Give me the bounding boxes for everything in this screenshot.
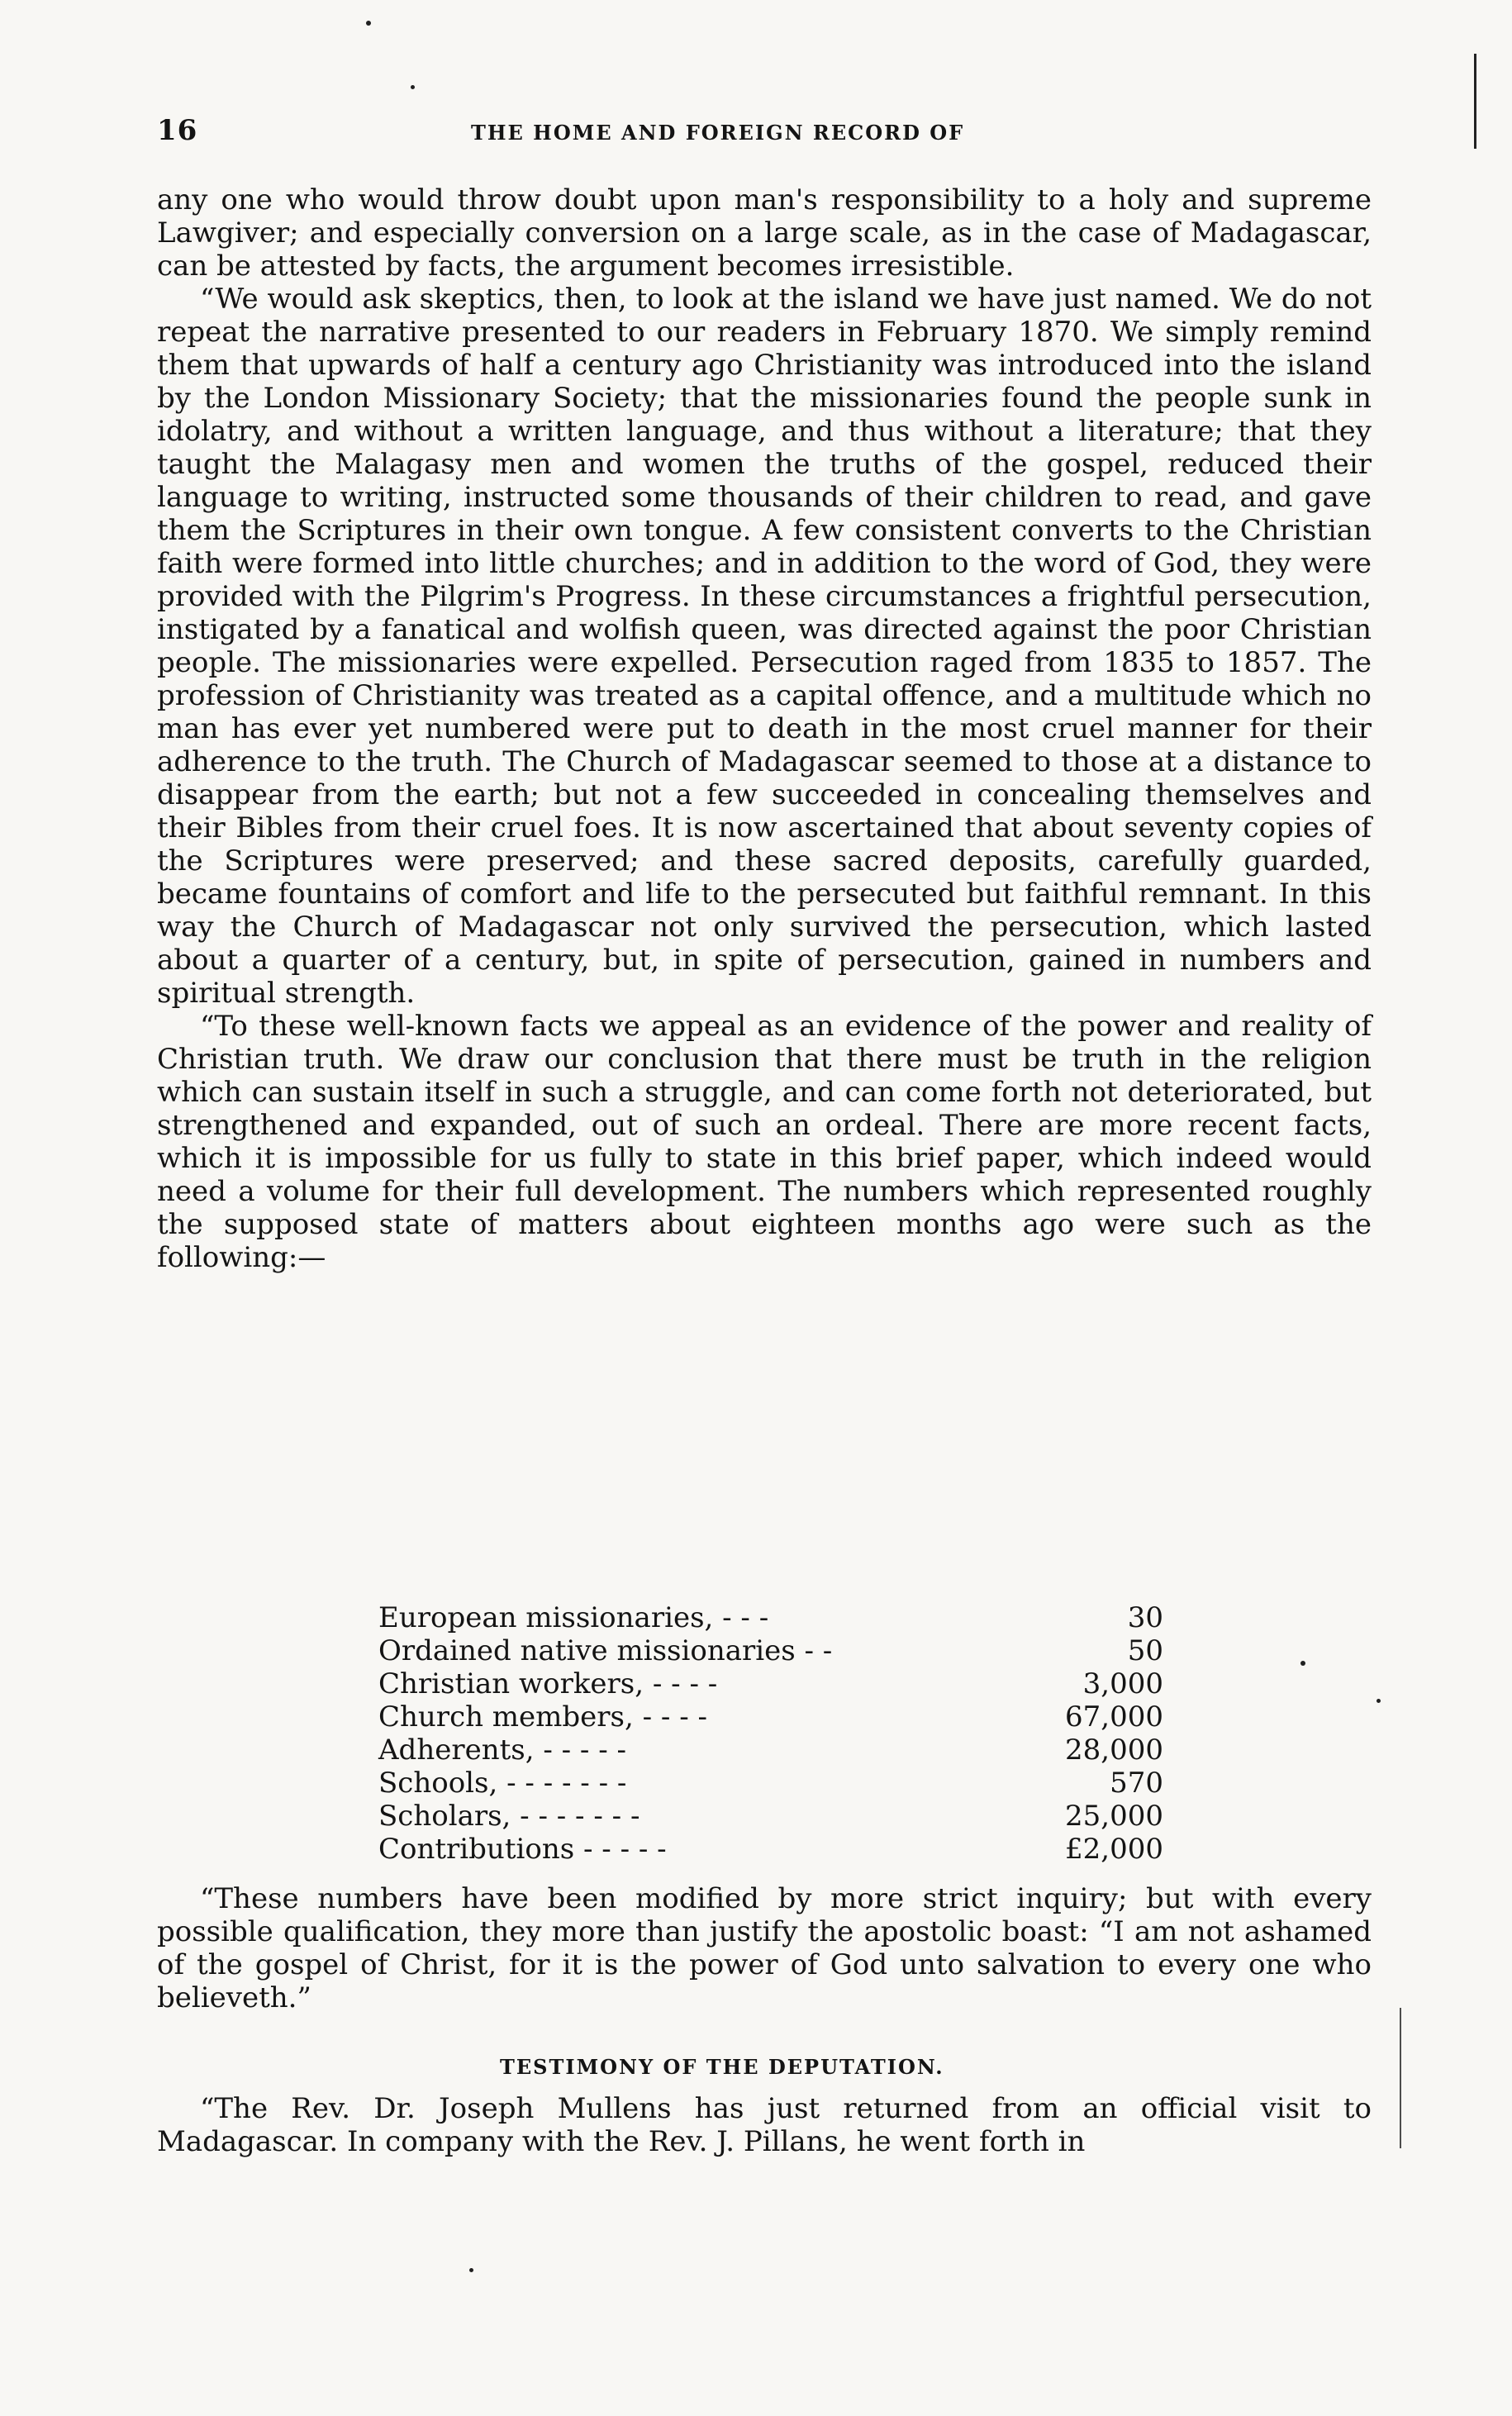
statistics-row (378, 1700, 1163, 1734)
statistics-value: 28,000 (1065, 1734, 1163, 1767)
statistics-label: European missionaries, - - - (378, 1601, 769, 1634)
paragraph-2: “We would ask skeptics, then, to look at the island we have just named. We do not repeat the narrative presented to our readers in February 1870. We simply remind them that upwards of half a century ago Christianity was introduced into the island by the London Missionary Society; that the missionaries found the people sunk in idolatry, and without a written language, and thus without a literature; that they taught the Malagasy men and women the truths of the gospel, reduced their language to writing, instructed some thousands of their children to read, and gave them the Scriptures in their own tongue. A few consistent converts to the Christian faith were formed into little churches; and in addition to the word of God, they were provided with the Pilgrim's Progress. In these circumstances a frightful persecution, instigated by a fanatical and wolfish queen, was directed against the poor Christian people. The missionaries were expelled. Persecution raged from 1835 to 1857. The profession of Christianity was treated as a capital offence, and a multitude which no man has ever yet numbered were put to death in the most cruel manner for their adherence to the truth. The Church of Madagascar seemed to those at a distance to disappear from the earth; but not a few succeeded in concealing themselves and their Bibles from their cruel foes. It is now ascertained that about seventy copies of the Scriptures were preserved; and these sacred deposits, carefully guarded, became fountains of comfort and life to the persecuted but faithful remnant. In this way the Church of Madagascar not only survived the persecution, which lasted about a quarter of a century, but, in spite of persecution, gained in numbers and spiritual strength. (157, 283, 1372, 1010)
statistics-row (378, 1800, 1163, 1833)
paragraph-1: any one who would throw doubt upon man's responsibility to a holy and supreme Lawgiver; and especially conversion on a large scale, as in the case of Madagascar, can be attested by facts, the argument becomes irresistible. (157, 183, 1372, 283)
statistics-label: Schools, - - - - - - - (378, 1767, 627, 1800)
page-header (157, 114, 1363, 154)
statistics-row (378, 1667, 1163, 1700)
section-heading: TESTIMONY OF THE DEPUTATION. (500, 2055, 944, 2079)
paragraph-after-statistics: “These numbers have been modified by more strict inquiry; but with every possible qualification, they more than justify the apostolic boast: “I am not ashamed of the gospel of Christ, for it is the power of God unto salvation to every one who believeth.” (157, 1882, 1372, 2014)
main-text (157, 183, 1372, 1274)
print-speck-bottom (469, 2268, 473, 2272)
print-speck-upper (411, 85, 415, 89)
print-speck-right (1376, 1699, 1381, 1703)
statistics-value: 50 (1127, 1634, 1163, 1667)
edge-mark (1400, 2008, 1401, 2148)
statistics-value: 3,000 (1082, 1667, 1163, 1700)
statistics-value: 67,000 (1065, 1700, 1163, 1734)
statistics-label: Ordained native missionaries - - (378, 1634, 833, 1667)
statistics-row (378, 1833, 1163, 1866)
statistics-row (378, 1601, 1163, 1634)
page-number: 16 (157, 114, 198, 147)
running-title: THE HOME AND FOREIGN RECORD OF (471, 121, 965, 145)
statistics-row (378, 1734, 1163, 1767)
statistics-label: Scholars, - - - - - - - (378, 1800, 640, 1833)
print-speck-middle (1300, 1661, 1305, 1666)
statistics-value: 30 (1127, 1601, 1163, 1634)
statistics-value: £2,000 (1065, 1833, 1163, 1866)
paragraph-3: “To these well-known facts we appeal as an evidence of the power and reality of Christian truth. We draw our conclusion that there must be truth in the religion which can sustain itself in such a struggle, and can come forth not deteriorated, but strengthened and expanded, out of such an ordeal. There are more recent facts, which it is impossible for us fully to state in this brief paper, which indeed would need a volume for their full development. The numbers which represented roughly the supposed state of matters about eighteen months ago were such as the following:— (157, 1010, 1372, 1274)
statistics-value: 570 (1110, 1767, 1163, 1800)
print-speck-top (366, 21, 371, 26)
statistics-label: Church members, - - - - (378, 1700, 708, 1734)
statistics-row (378, 1767, 1163, 1800)
statistics-row (378, 1634, 1163, 1667)
statistics-label: Contributions - - - - - (378, 1833, 667, 1866)
statistics-label: Christian workers, - - - - (378, 1667, 718, 1700)
section-paragraph: “The Rev. Dr. Joseph Mullens has just returned from an official visit to Madagascar. In company with the Rev. J. Pillans, he went forth in (157, 2092, 1372, 2158)
statistics-value: 25,000 (1065, 1800, 1163, 1833)
statistics-table (378, 1601, 1163, 1866)
binding-mark (1474, 54, 1476, 149)
statistics-label: Adherents, - - - - - (378, 1734, 627, 1767)
